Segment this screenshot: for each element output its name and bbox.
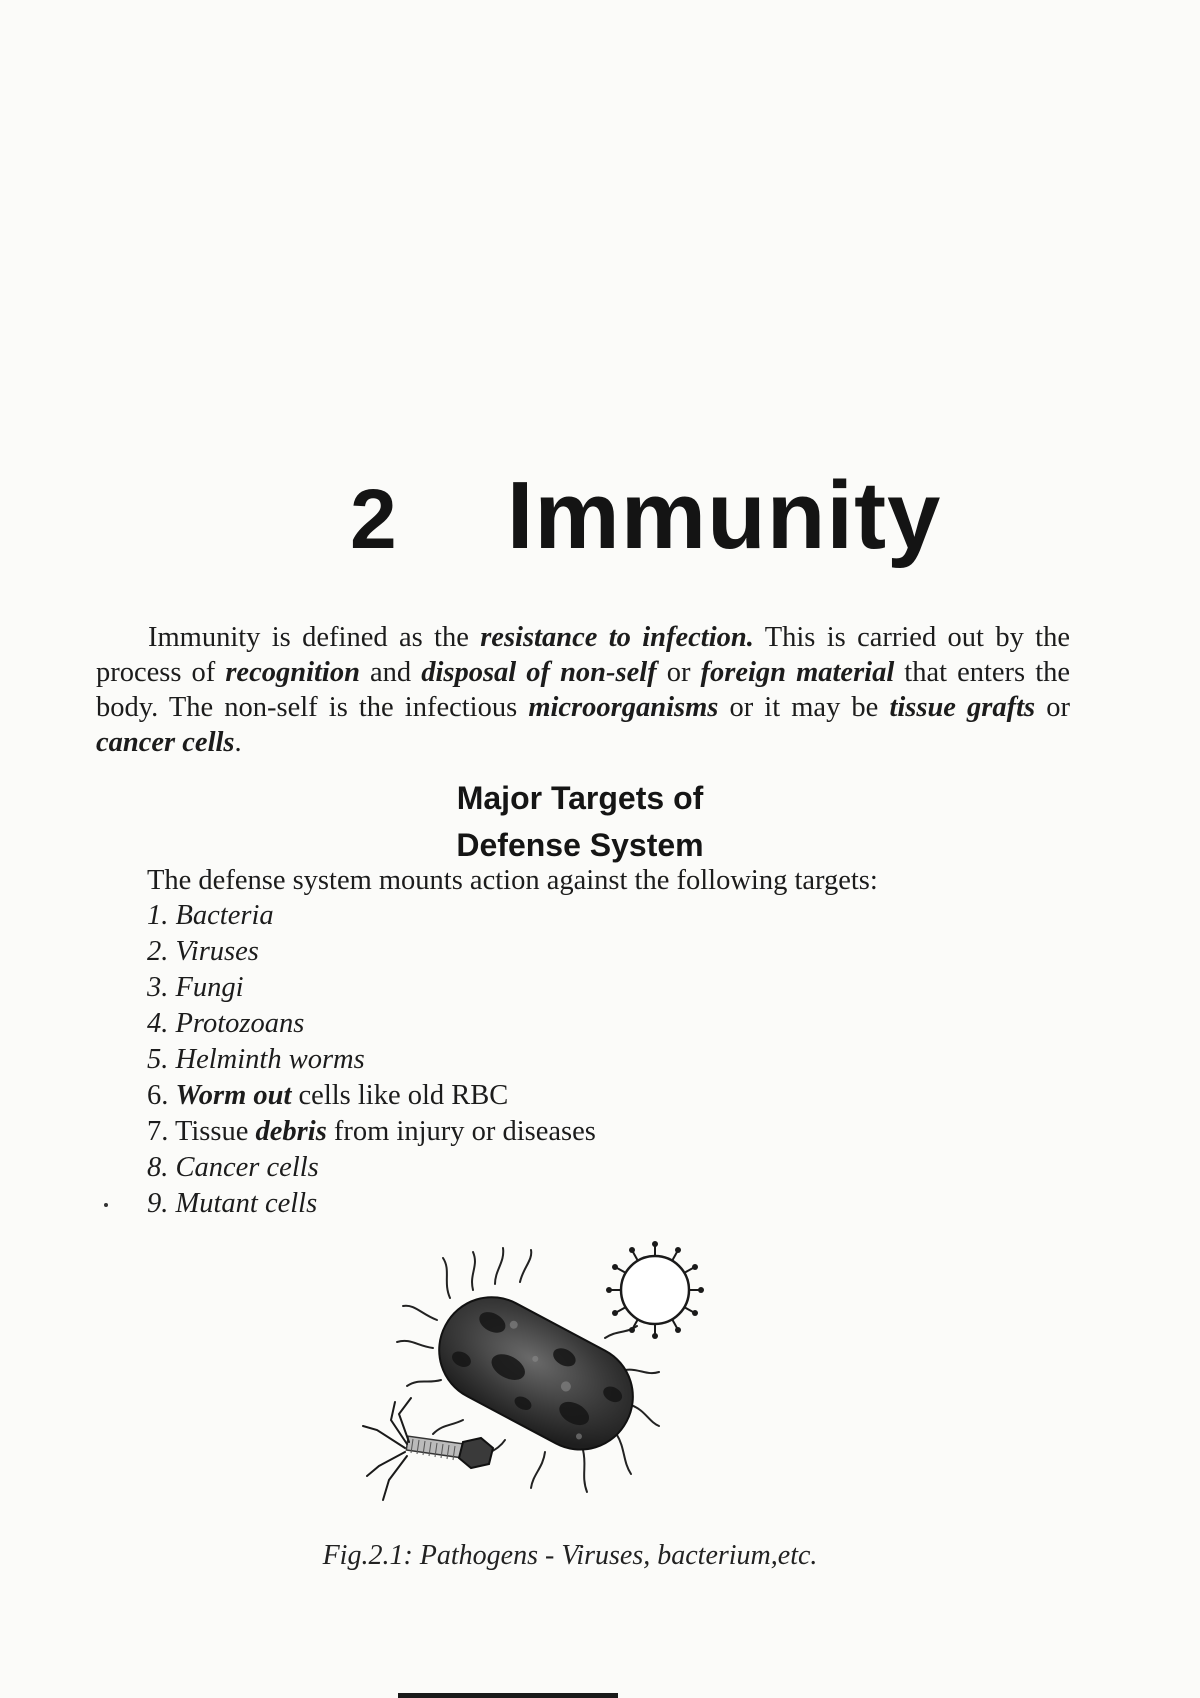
list-item-text: from injury or diseases: [326, 1116, 596, 1147]
list-intro-text: The defense system mounts action against the following targets:: [147, 865, 878, 896]
intro-text: and: [359, 657, 422, 688]
chapter-number: 2: [350, 472, 397, 567]
intro-text: .: [234, 727, 242, 758]
intro-text: or it may be: [718, 692, 890, 723]
section-heading: [350, 775, 810, 869]
targets-list: [147, 898, 596, 1222]
emphasis-term: microorganisms: [528, 692, 719, 723]
emphasis-term: Worm out: [175, 1080, 292, 1111]
stray-mark: [104, 1203, 108, 1207]
bottom-rule: [398, 1693, 618, 1698]
chapter-heading: [350, 461, 941, 571]
emphasis-term: foreign material: [700, 657, 895, 688]
chapter-title: Immunity: [506, 462, 942, 570]
figure-caption: Fig.2.1: Pathogens - Viruses, bacterium,etc.: [322, 1540, 818, 1571]
section-heading-line: Major Targets of: [456, 780, 704, 816]
list-item: [147, 1114, 596, 1150]
list-item-text: cells like old RBC: [291, 1080, 509, 1111]
intro-text: or: [1035, 692, 1071, 723]
virus-icon: [606, 1241, 704, 1339]
list-item-text: 6.: [147, 1080, 176, 1111]
emphasis-term: recognition: [225, 657, 360, 688]
list-item: 3. Fungi: [147, 972, 244, 1003]
emphasis-term: tissue grafts: [889, 692, 1036, 723]
list-item-text: 7. Tissue: [147, 1116, 256, 1147]
list-item: 8. Cancer cells: [147, 1152, 319, 1183]
list-item: [147, 1078, 596, 1114]
intro-text: This is carried out by the process of: [96, 622, 1070, 688]
list-item: 1. Bacteria: [147, 900, 274, 931]
intro-text: or: [656, 657, 701, 688]
emphasis-term: debris: [255, 1116, 327, 1147]
list-item: 2. Viruses: [147, 936, 259, 967]
emphasis-term: disposal of non-self: [421, 657, 657, 688]
list-item: 9. Mutant cells: [147, 1188, 318, 1219]
intro-text: Immunity is defined as the: [148, 622, 481, 653]
pathogens-illustration: [355, 1230, 755, 1520]
emphasis-term: cancer cells: [96, 727, 235, 758]
list-item: 4. Protozoans: [147, 1008, 305, 1039]
intro-text: that enters the body. The non-self is the infectious: [96, 657, 1071, 723]
bacterium-icon: [421, 1279, 651, 1468]
bacteriophage-icon: [363, 1398, 493, 1500]
intro-paragraph: [96, 620, 1070, 760]
emphasis-term: resistance to infection.: [480, 622, 754, 653]
section-heading-line: Defense System: [456, 827, 704, 863]
list-item: 5. Helminth worms: [147, 1044, 365, 1075]
